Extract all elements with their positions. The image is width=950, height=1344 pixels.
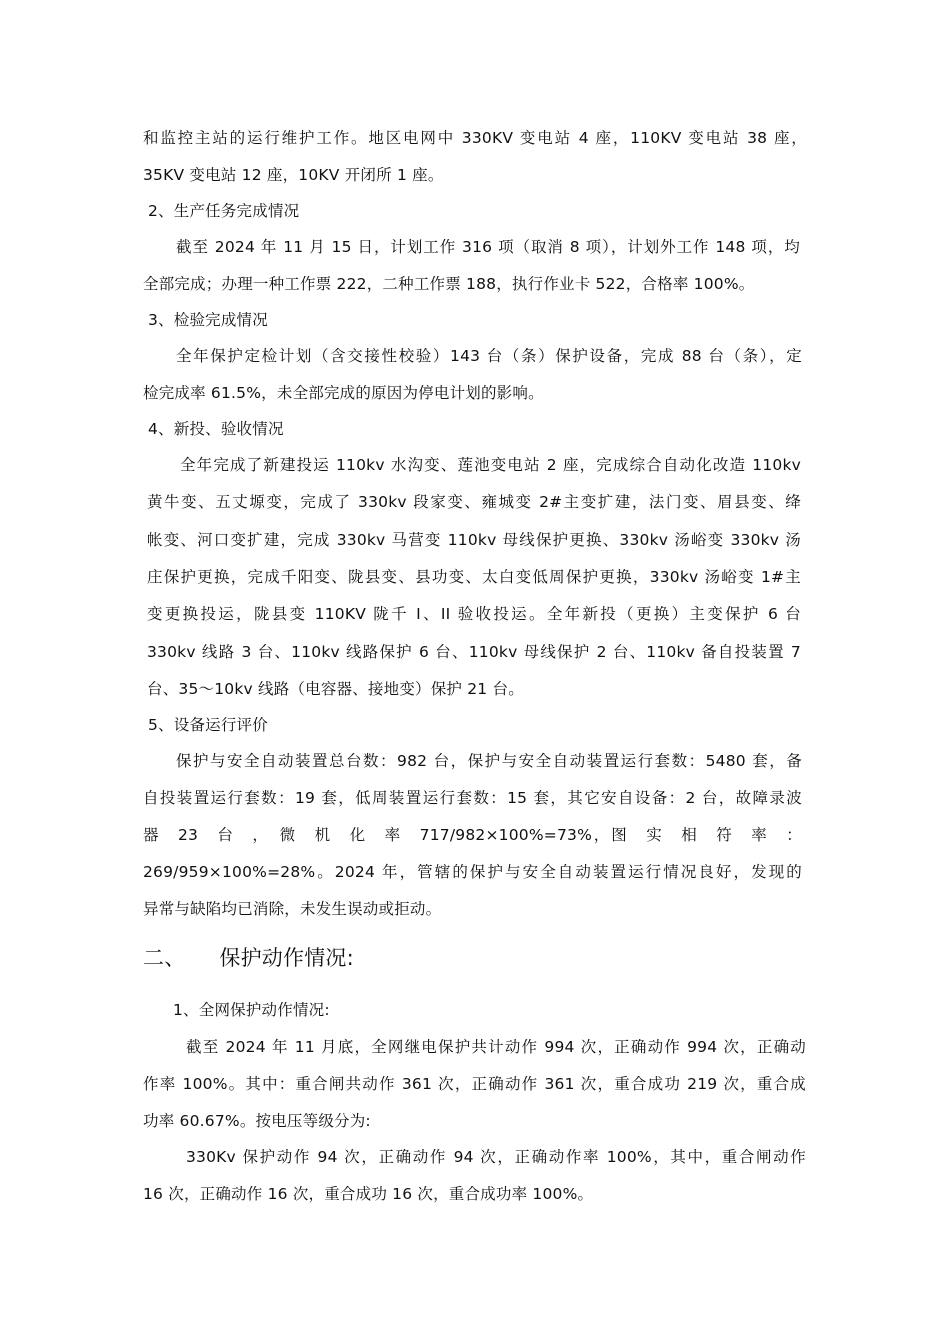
commissioning-line-5: 变更换投运，陇县变 110KV 陇千 I、II 验收投运。全年新投（更换）主变保护 6 台 bbox=[147, 605, 801, 623]
task-completion-line-2: 全部完成；办理一种工作票 222，二种工作票 188，执行作业卡 522，合格率 100%。 bbox=[143, 275, 755, 293]
intro-line-1: 和监控主站的运行维护工作。地区电网中 330KV 变电站 4 座，110KV 变电站 38 座， bbox=[143, 129, 807, 147]
commissioning-line-7: 台、35～10kv 线路（电容器、接地变）保护 21 台。 bbox=[147, 680, 524, 698]
commissioning-line-4: 庄保护更换，完成千阳变、陇县变、县功变、太白变低周保护更换，330kv 汤峪变 1#主 bbox=[147, 568, 801, 586]
commissioning-line-2: 黄牛变、五丈塬变，完成了 330kv 段家变、雍城变 2#主变扩建，法门变、眉县变、绛 bbox=[147, 493, 801, 511]
kv330-line-2: 16 次，正确动作 16 次，重合成功 16 次，重合成功率 100%。 bbox=[143, 1185, 594, 1203]
evaluation-line-4: 269/959×100%=28%。2024 年，管辖的保护与安全自动装置运行情况良好，发现的 bbox=[143, 863, 802, 881]
evaluation-line-5: 异常与缺陷均已消除，未发生误动或拒动。 bbox=[143, 900, 442, 918]
task-completion-title: 2、生产任务完成情况 bbox=[148, 202, 300, 220]
section-2-title: 保护动作情况: bbox=[219, 946, 354, 970]
commissioning-line-6: 330kv 线路 3 台、110kv 线路保护 6 台、110kv 母线保护 2 台、110kv 备自投装置 7 bbox=[147, 643, 801, 661]
section-2-heading bbox=[143, 944, 354, 972]
evaluation-line-2: 自投装置运行套数：19 套，低周装置运行套数：15 套，其它安自设备：2 台，故障录波 bbox=[143, 789, 802, 807]
grid-action-line-2: 作率 100%。其中：重合闸共动作 361 次，正确动作 361 次，重合成功 219 次，重合成 bbox=[143, 1075, 806, 1093]
intro-line-2: 35KV 变电站 12 座，10KV 开闭所 1 座。 bbox=[143, 166, 444, 184]
evaluation-line-3: 器 23 台 ， 微 机 化 率 717/982×100%=73%，图 实 相 符 率 ： bbox=[143, 826, 802, 844]
commissioning-title: 4、新投、验收情况 bbox=[148, 420, 284, 438]
inspection-title: 3、检验完成情况 bbox=[148, 311, 268, 329]
inspection-line-2: 检完成率 61.5%，未全部完成的原因为停电计划的影响。 bbox=[143, 384, 544, 402]
evaluation-title: 5、设备运行评价 bbox=[148, 716, 268, 734]
evaluation-line-1: 保护与安全自动装置总台数：982 台，保护与安全自动装置运行套数：5480 套，备 bbox=[176, 752, 802, 770]
grid-action-line-3: 功率 60.67%。按电压等级分为: bbox=[143, 1112, 371, 1130]
commissioning-line-3: 帐变、河口变扩建，完成 330kv 马营变 110kv 母线保护更换、330kv 汤峪变 330kv 汤 bbox=[147, 531, 801, 549]
inspection-line-1: 全年保护定检计划（含交接性校验）143 台（条）保护设备，完成 88 台（条），定 bbox=[176, 347, 802, 365]
task-completion-line-1: 截至 2024 年 11 月 15 日，计划工作 316 项（取消 8 项），计划外工作 148 项，均 bbox=[176, 238, 800, 256]
section-2-number: 二、 bbox=[143, 946, 186, 970]
grid-action-title: 1、全网保护动作情况: bbox=[173, 1001, 330, 1019]
grid-action-line-1: 截至 2024 年 11 月底，全网继电保护共计动作 994 次，正确动作 994 次，正确动 bbox=[186, 1038, 806, 1056]
commissioning-line-1: 全年完成了新建投运 110kv 水沟变、莲池变电站 2 座，完成综合自动化改造 110kv bbox=[180, 456, 801, 474]
kv330-line-1: 330Kv 保护动作 94 次，正确动作 94 次，正确动作率 100%，其中，重合闸动作 bbox=[186, 1148, 806, 1166]
